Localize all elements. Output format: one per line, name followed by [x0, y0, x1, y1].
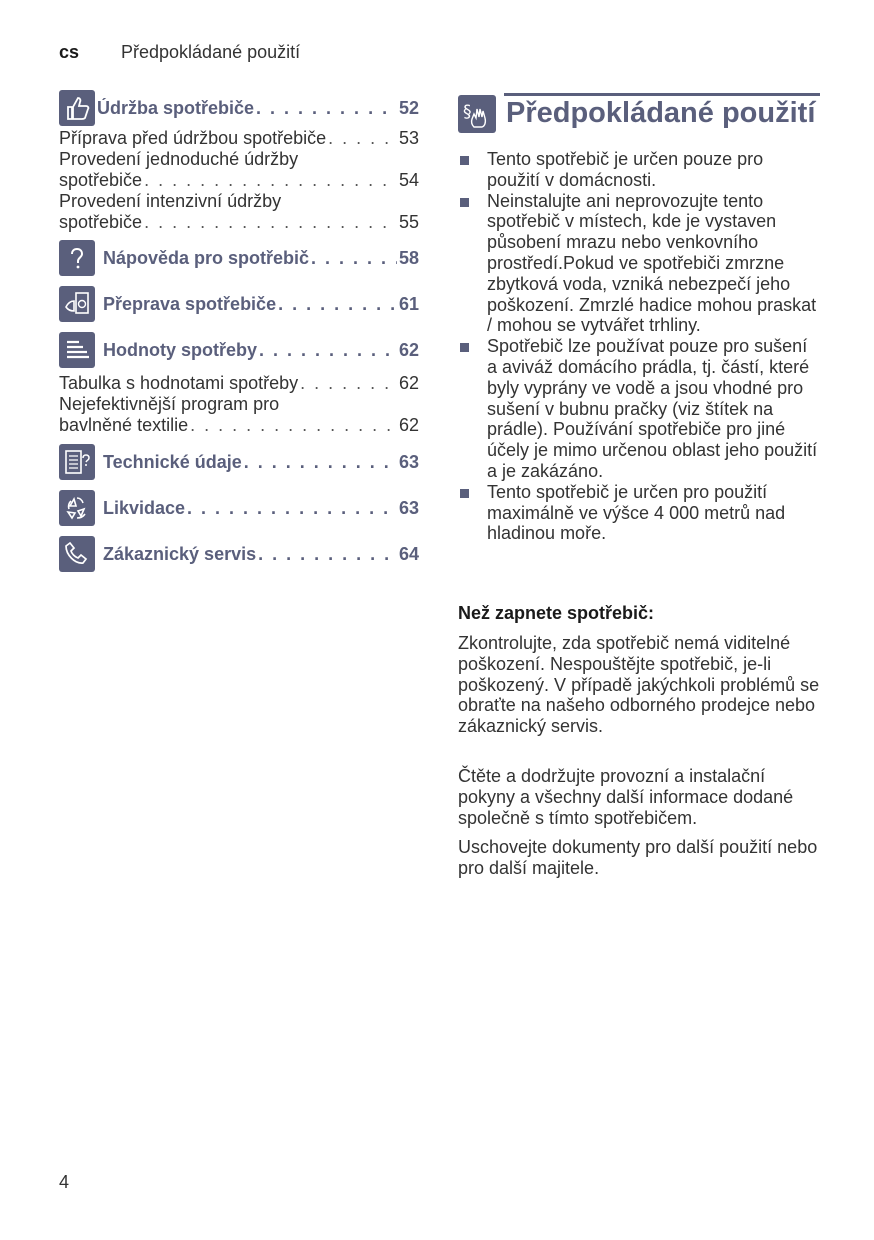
toc-section-label: Likvidace — [103, 497, 186, 518]
section-heading — [458, 93, 820, 133]
toc-entry[interactable]: Nejefektivnější program pro — [59, 394, 280, 414]
toc-sub-maintenance: Příprava před údržbou spotřebiče . . . 53 Provedení jednoduché údržby spotřebiče . . . 54 Provedení intenzivní údržby spotřebiče . . . 55 — [59, 128, 419, 233]
list-item: Tento spotřebič je určen pro použití maximálně ve výšce 4 000 metrů nad hladinou moře. — [458, 482, 820, 544]
question-icon — [59, 240, 95, 276]
toc-section-tech-data[interactable] — [59, 444, 419, 480]
thumbs-up-icon — [59, 90, 95, 126]
toc-section-label: Údržba spotřebiče — [97, 97, 255, 118]
toc-section-help[interactable] — [59, 240, 419, 276]
subheading: Než zapnete spotřebič: — [458, 603, 655, 623]
paragraph: Čtěte a dodržujte provozní a instalační pokyny a všechny další informace dodané společně s tímto spotřebičem. — [458, 766, 794, 828]
law-hand-icon — [458, 95, 496, 133]
consumption-icon — [59, 332, 95, 368]
toc-section-consumption[interactable] — [59, 332, 419, 368]
usage-bullet-list — [458, 149, 820, 544]
toc-section-label: Přeprava spotřebiče — [103, 293, 277, 314]
language-code: cs — [59, 42, 80, 62]
toc-section-transport[interactable] — [59, 286, 419, 322]
toc-entry[interactable]: Provedení jednoduché údržby — [59, 149, 299, 169]
toc-page-number: 52 — [398, 97, 419, 118]
toc-page-number: 58 — [398, 247, 419, 268]
toc-section-disposal[interactable] — [59, 490, 419, 526]
toc-entry[interactable]: Tabulka s hodnotami spotřeby . . . 62 — [59, 373, 419, 394]
list-item: Spotřebič lze používat pouze pro sušení a aviváž domácího prádla, tj. částí, které byly vyprány ve vodě a jsou vhodné pro sušení v bubnu pračky (viz štítek na prádle). Používání spotřebiče pro jiné účely je mimo určenou oblast jeho použití a je zakázáno. — [458, 336, 820, 482]
toc-section-maintenance[interactable] — [59, 90, 419, 126]
toc-entry[interactable]: Příprava před údržbou spotřebiče . . . 53 — [59, 128, 419, 149]
paragraph: Zkontrolujte, zda spotřebič nemá viditelné poškození. Nespouštějte spotřebič, je-li poškozený. V případě jakýchkoli problémů se obraťte na našeho odborného prodejce nebo zákaznický servis. — [458, 633, 820, 737]
list-item: Tento spotřebič je určen pouze pro použití v domácnosti. — [458, 149, 820, 191]
transport-icon — [59, 286, 95, 322]
toc-section-label: Technické údaje — [103, 451, 242, 472]
paragraph: Uschovejte dokumenty pro další použití nebo pro další majitele. — [458, 837, 818, 878]
page-number: 4 — [59, 1172, 70, 1192]
toc-page-number: 64 — [398, 543, 419, 564]
toc-page-number: 63 — [398, 451, 419, 472]
toc-page-number: 63 — [398, 497, 419, 518]
heading-rule — [504, 93, 820, 96]
toc-section-label: Nápověda pro spotřebič — [103, 247, 310, 268]
tech-data-icon — [59, 444, 95, 480]
toc-section-customer-service[interactable] — [59, 536, 419, 572]
header-title: Předpokládané použití — [121, 42, 301, 62]
toc-section-label: Zákaznický servis — [103, 543, 257, 564]
recycle-icon — [59, 490, 95, 526]
toc-entry[interactable]: Provedení intenzivní údržby — [59, 191, 282, 211]
page-title: Předpokládané použití — [506, 97, 816, 129]
toc-page-number: 62 — [398, 339, 419, 360]
toc-page-number: 61 — [398, 293, 419, 314]
page-header — [59, 42, 301, 63]
toc-sub-consumption: Tabulka s hodnotami spotřeby . . . 62 Nejefektivnější program pro bavlněné textilie . . . 62 — [59, 373, 419, 436]
phone-icon — [59, 536, 95, 572]
svg-text:§: § — [463, 102, 472, 122]
list-item: Neinstalujte ani neprovozujte tento spotřebič v místech, kde je vystaven působení mrazu nebo venkovního prostředí.Pokud ve spotřebiči zmrzne zbytková voda, vzniká nebezpečí jeho poškození. Zmrzlé hadice mohou praskat / mohou se vytvářet trhliny. — [458, 191, 820, 337]
toc-section-label: Hodnoty spotřeby — [103, 339, 258, 360]
